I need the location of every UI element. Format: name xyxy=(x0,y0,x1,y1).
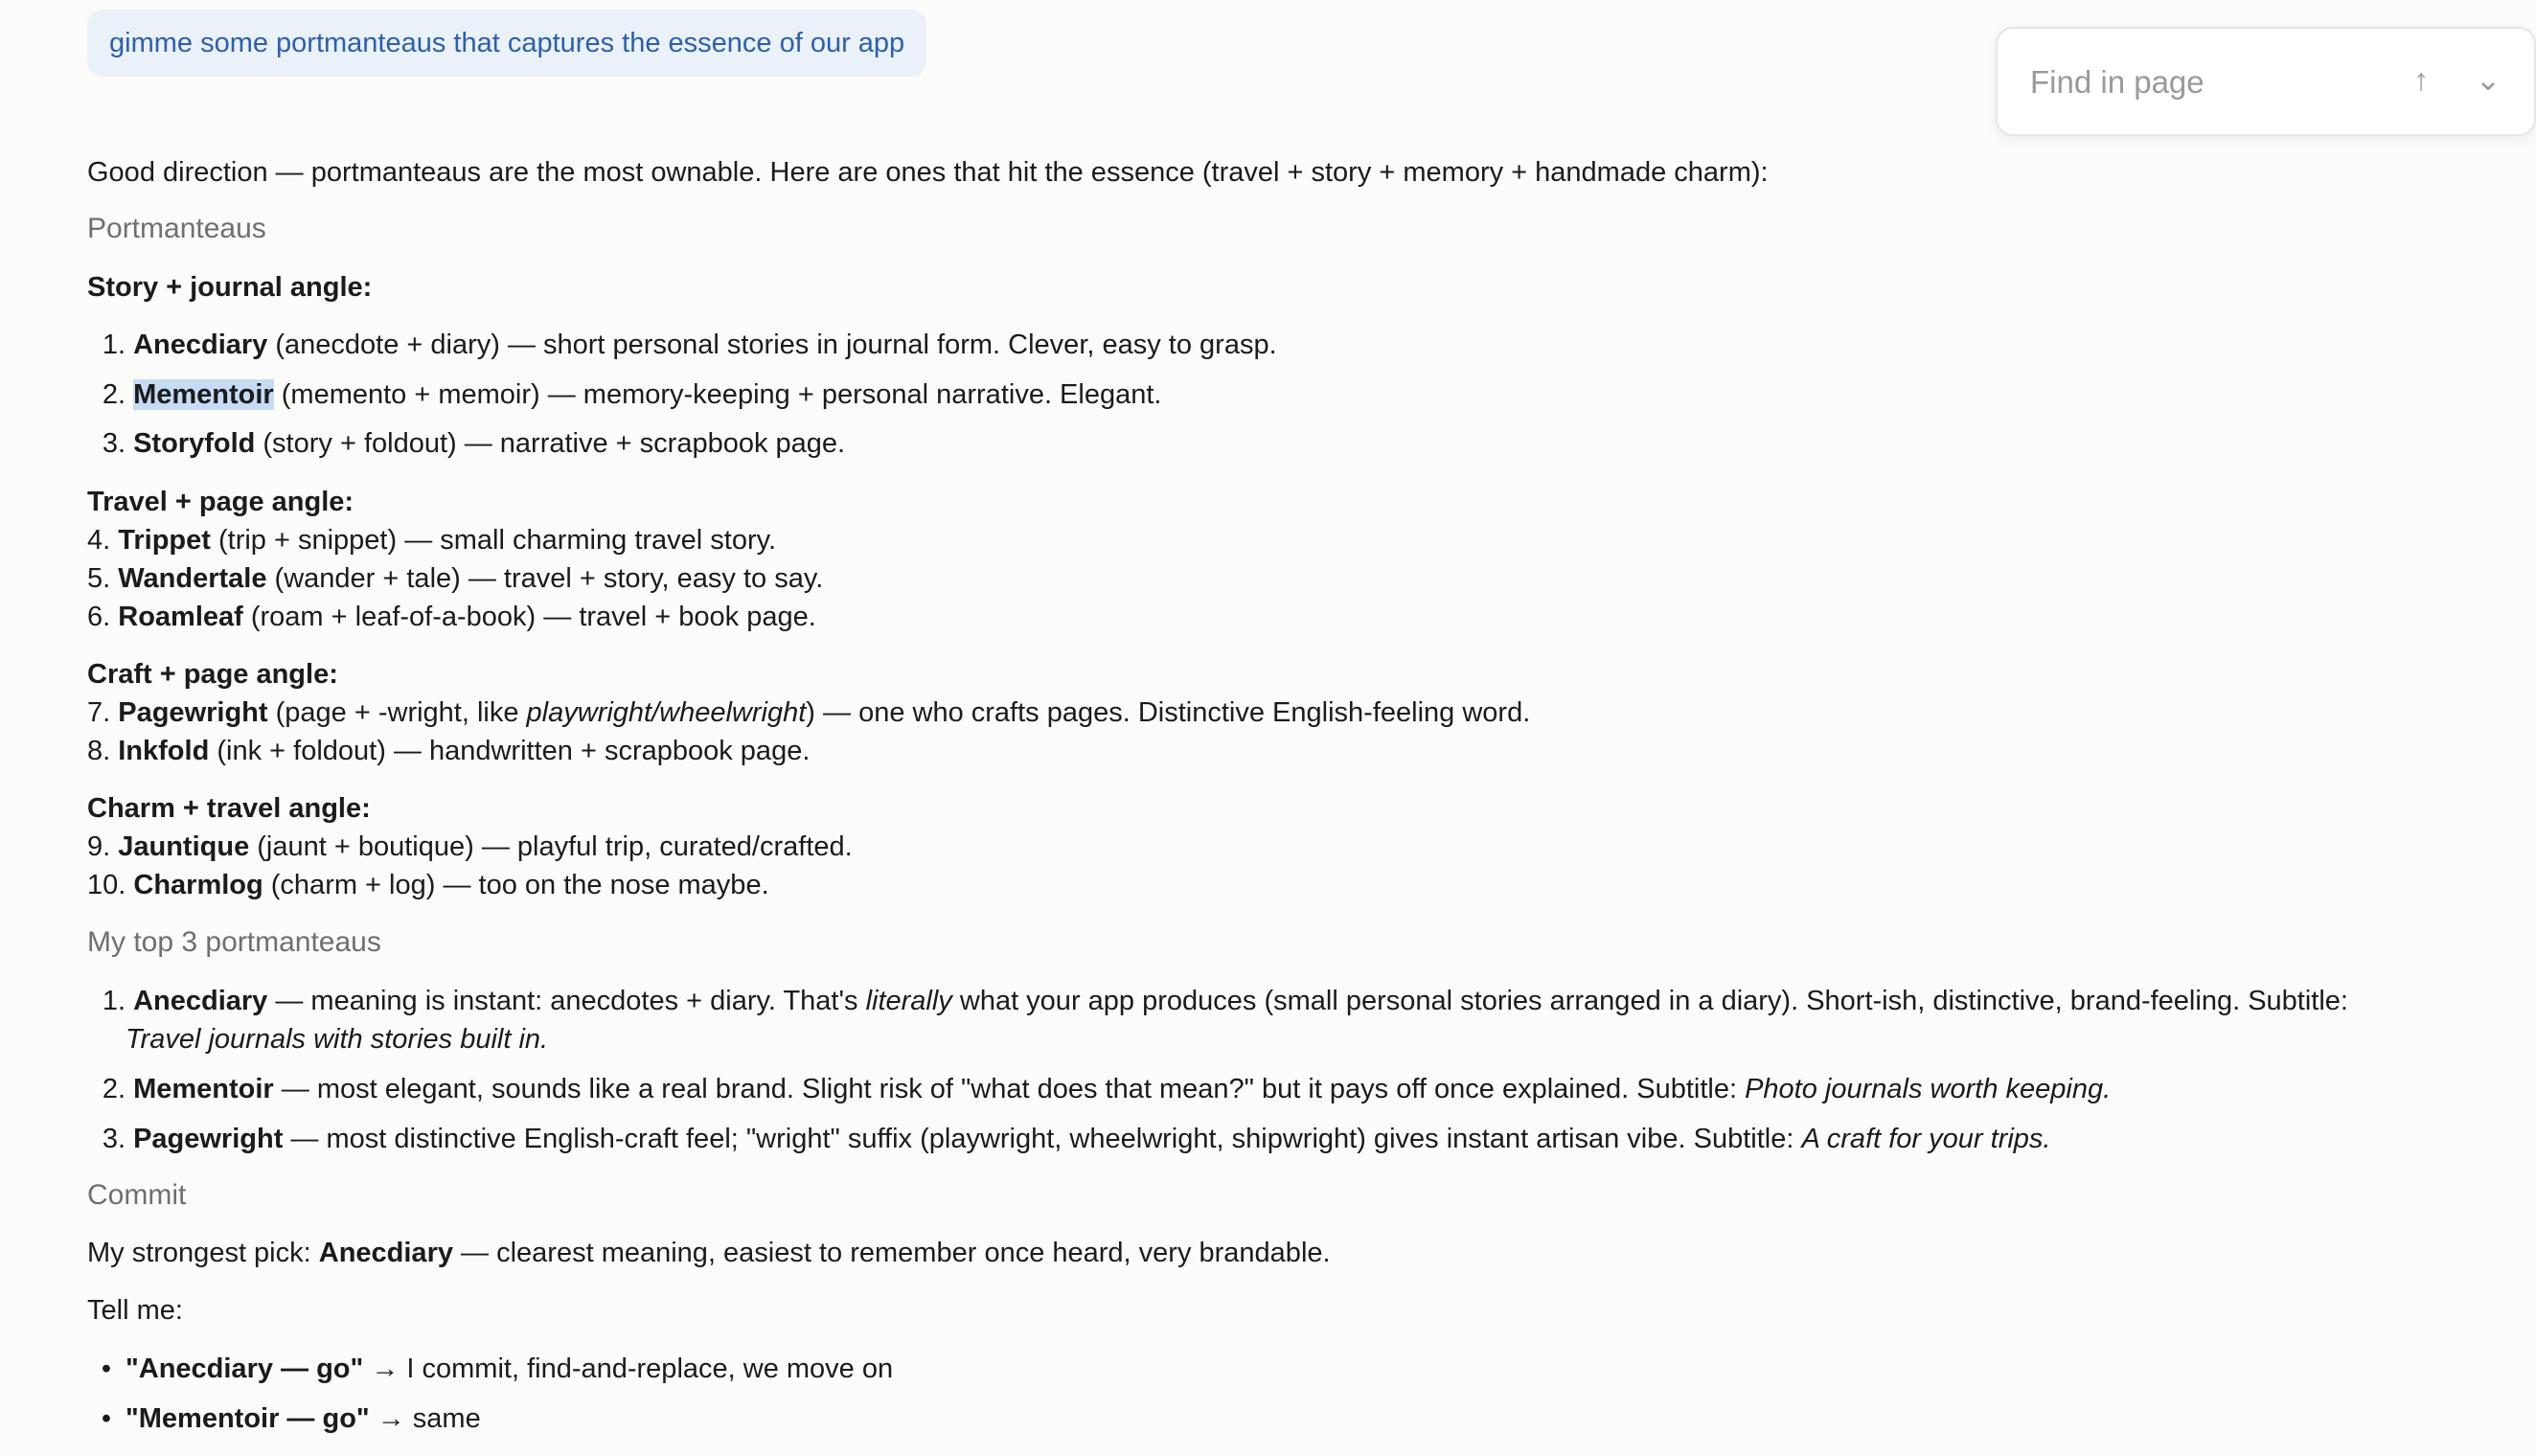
item-name: Mementoir xyxy=(133,1074,274,1104)
top-item xyxy=(87,1120,2050,1158)
item-subtitle: A craft for your trips. xyxy=(1801,1124,2051,1154)
item-name: Anecdiary xyxy=(133,330,268,360)
item-subtitle: Photo journals worth keeping. xyxy=(1745,1074,2112,1104)
bullet-bold: "Mementoir — go" xyxy=(126,1403,370,1434)
list-number: 2. xyxy=(102,379,126,410)
item-name: Trippet xyxy=(118,525,211,556)
bullet-mark: • xyxy=(101,1403,112,1434)
item-name: Pagewright xyxy=(118,697,268,728)
list-number: 10. xyxy=(87,870,134,900)
list-item xyxy=(87,326,1277,364)
item-name-highlighted[interactable]: Mementoir xyxy=(133,379,274,410)
group-title-craft-page: Craft + page angle: xyxy=(87,659,338,690)
item-name: Wandertale xyxy=(118,563,267,594)
item-name: Inkfold xyxy=(118,736,210,766)
list-number: 6. xyxy=(87,602,119,632)
list-item xyxy=(87,732,810,770)
list-item xyxy=(87,828,853,866)
item-description: — meaning is instant: anecdotes + diary. That's xyxy=(267,986,866,1016)
item-description: (ink + foldout) — handwritten + scrapbook page. xyxy=(209,736,811,766)
list-item xyxy=(87,559,823,598)
list-number: 8. xyxy=(87,736,119,766)
commit-paragraph xyxy=(87,1234,1331,1272)
item-description: (anecdote + diary) — short personal stories in journal form. Clever, easy to grasp. xyxy=(267,330,1277,360)
bullet-item xyxy=(87,1350,893,1388)
item-name: Charmlog xyxy=(133,870,263,900)
list-number: 3. xyxy=(102,428,126,459)
bullet-mark: • xyxy=(101,1354,112,1384)
top-item xyxy=(87,1070,2111,1108)
bullet-text: → I commit, find-and-replace, we move on xyxy=(363,1354,894,1384)
item-description: ) — one who crafts pages. Distinctive English-feeling word. xyxy=(806,697,1531,728)
item-name: Storyfold xyxy=(133,428,256,459)
list-number: 1. xyxy=(102,330,126,360)
intro-paragraph: Good direction — portmanteaus are the most ownable. Here are ones that hit the essence (travel + story + memory + handmade charm): xyxy=(87,157,1769,188)
item-name: Roamleaf xyxy=(118,602,243,632)
list-item xyxy=(87,866,769,904)
group-title-travel-page: Travel + page angle: xyxy=(87,487,354,517)
user-message-bubble xyxy=(87,10,926,77)
item-description: (story + foldout) — narrative + scrapbook page. xyxy=(255,428,846,459)
item-description: (page + -wright, like xyxy=(267,697,527,728)
commit-pick: Anecdiary xyxy=(318,1238,453,1268)
bullet-text: → same xyxy=(369,1403,481,1434)
list-number: 9. xyxy=(87,831,119,862)
find-in-page-bar xyxy=(1996,27,2536,136)
list-item xyxy=(87,424,845,463)
item-description: — most distinctive English-craft feel; "wright" suffix (playwright, wheelwright, shipwright) gives instant artisan vibe. Subtitle: xyxy=(283,1124,1802,1154)
user-message-text: gimme some portmanteaus that captures the essence of our app xyxy=(109,27,905,58)
find-next-icon[interactable]: ⌄ xyxy=(2475,62,2502,97)
item-name: Anecdiary xyxy=(133,986,268,1016)
group-title-charm-travel: Charm + travel angle: xyxy=(87,793,371,824)
item-description: (jaunt + boutique) — playful trip, curated/crafted. xyxy=(249,831,853,862)
list-item xyxy=(87,694,1530,732)
find-in-page-input[interactable] xyxy=(2028,57,2377,107)
list-number: 7. xyxy=(87,697,119,728)
item-italic: playwright/wheelwright xyxy=(526,697,807,728)
item-description: — most elegant, sounds like a real brand. Slight risk of "what does that mean?" but it pays off once explained. Subtitle: xyxy=(273,1074,1746,1104)
item-description: (trip + snippet) — small charming travel story. xyxy=(210,525,777,556)
list-number: 4. xyxy=(87,525,119,556)
commit-description: — clearest meaning, easiest to remember once heard, very brandable. xyxy=(452,1238,1331,1268)
list-item xyxy=(87,598,816,636)
section-heading-commit: Commit xyxy=(87,1179,187,1211)
item-description: (roam + leaf-of-a-book) — travel + book page. xyxy=(242,602,816,632)
list-item xyxy=(87,375,1161,414)
list-number: 1. xyxy=(102,986,126,1016)
item-subtitle: Travel journals with stories built in. xyxy=(126,1024,549,1055)
section-heading-portmanteaus: Portmanteaus xyxy=(87,213,266,244)
bullet-bold: "Anecdiary — go" xyxy=(126,1354,364,1384)
item-italic: literally xyxy=(865,986,952,1016)
group-title-story-journal: Story + journal angle: xyxy=(87,272,373,303)
item-description: (wander + tale) — travel + story, easy to say. xyxy=(266,563,824,594)
commit-prefix: My strongest pick: xyxy=(87,1238,319,1268)
list-number: 5. xyxy=(87,563,119,594)
item-description: (memento + memoir) — memory-keeping + personal narrative. Elegant. xyxy=(273,379,1162,410)
list-number: 2. xyxy=(102,1074,126,1104)
item-name: Jauntique xyxy=(118,831,250,862)
section-heading-top-3: My top 3 portmanteaus xyxy=(87,926,381,958)
item-name: Pagewright xyxy=(133,1124,284,1154)
bullet-item xyxy=(87,1399,481,1438)
item-description: (charm + log) — too on the nose maybe. xyxy=(263,870,769,900)
list-item xyxy=(87,521,776,559)
top-item xyxy=(87,982,2348,1020)
list-number: 3. xyxy=(102,1124,126,1154)
tell-me-label: Tell me: xyxy=(87,1295,183,1326)
find-previous-icon[interactable]: ↑ xyxy=(2413,62,2429,97)
item-description: what your app produces (small personal stories arranged in a diary). Short-ish, distinctive, brand-feeling. Subtitle: xyxy=(951,986,2348,1016)
